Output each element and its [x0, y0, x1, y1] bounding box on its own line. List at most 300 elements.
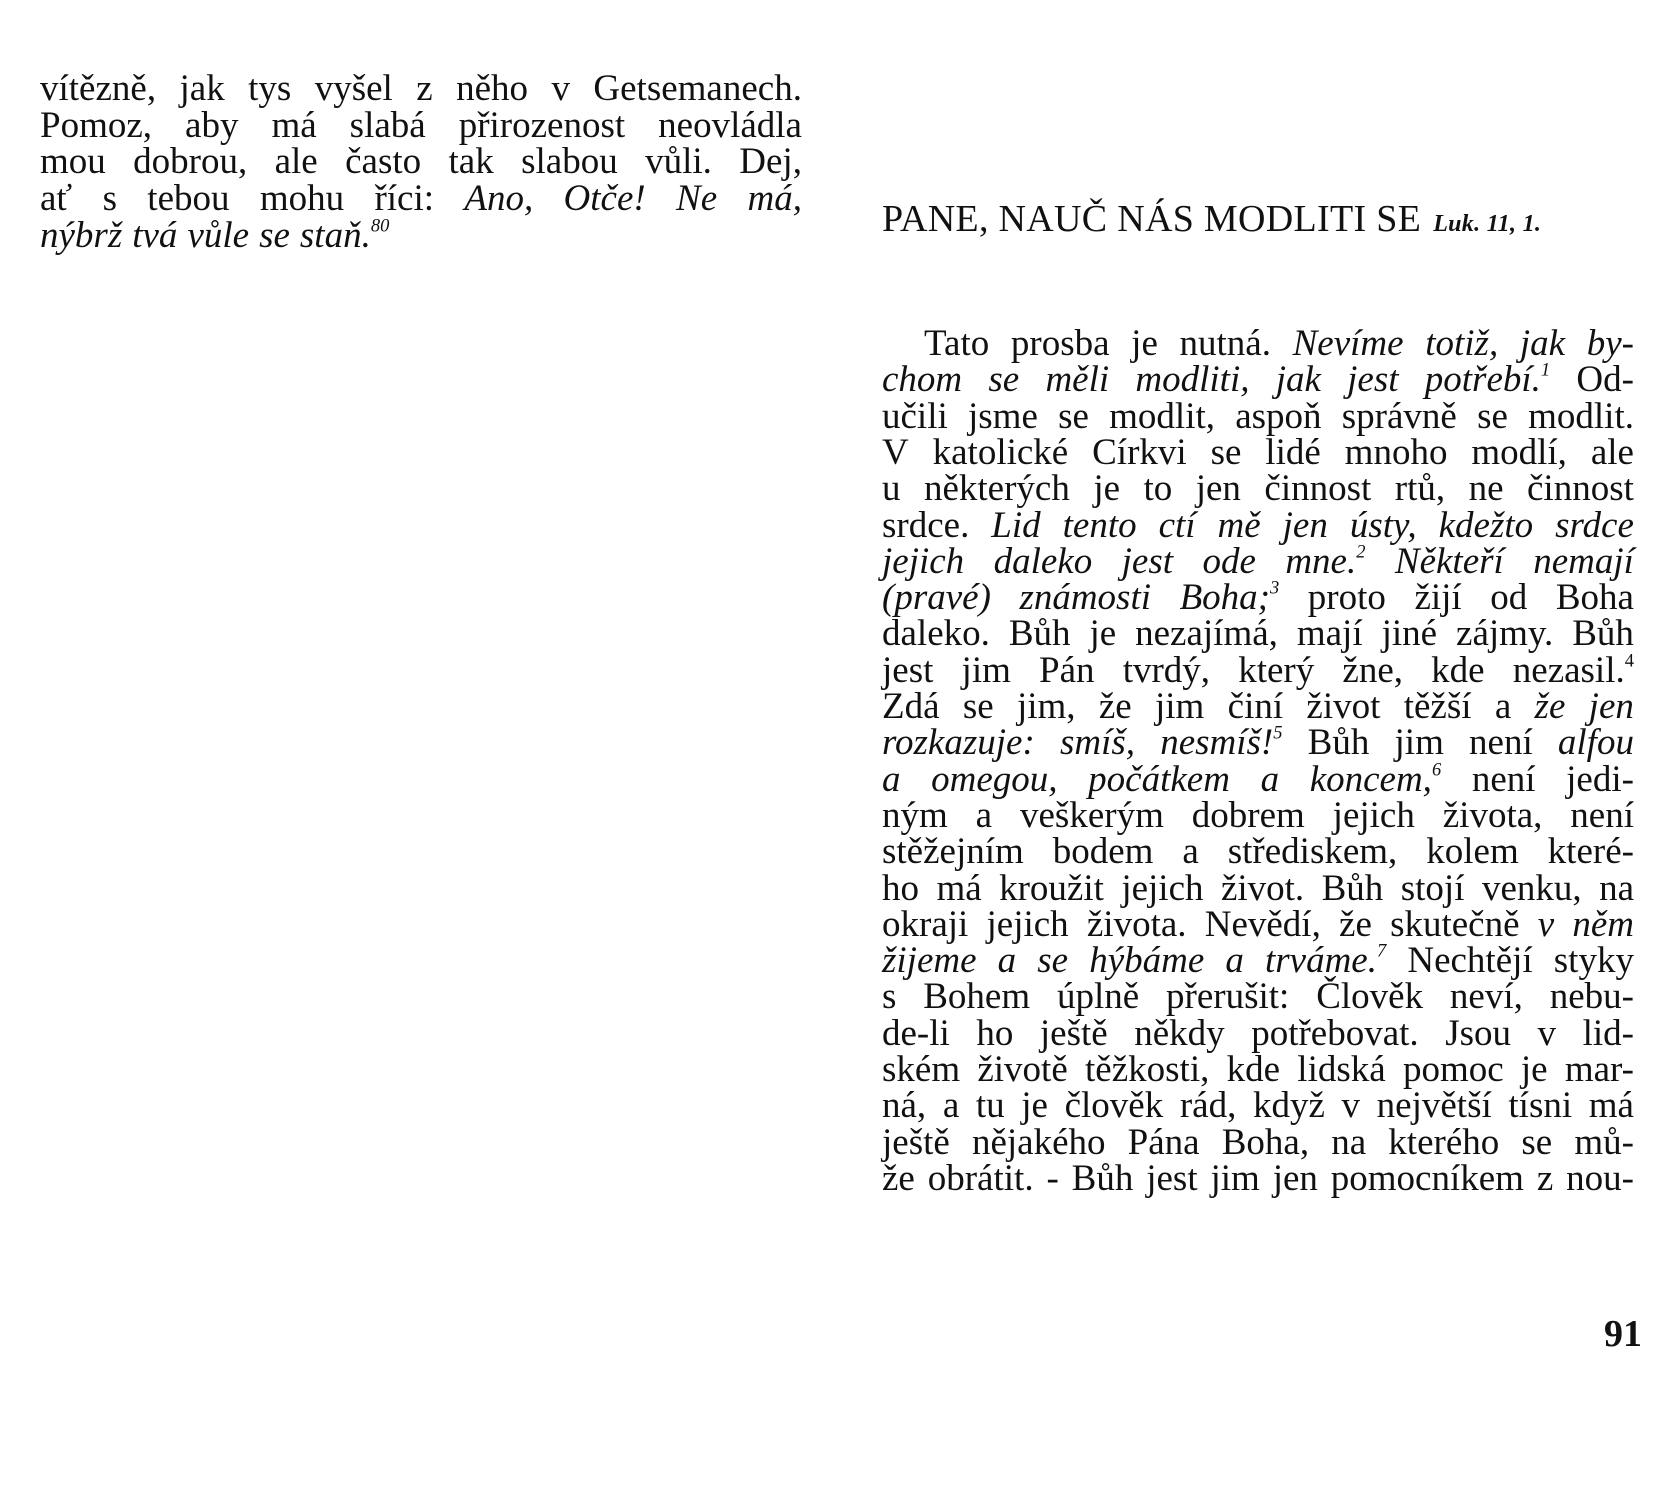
word [1390, 906, 1519, 943]
word-text: Nechtějí [1407, 940, 1533, 981]
word [882, 724, 1035, 761]
word-text: Bůh [1572, 613, 1634, 654]
text-line [882, 761, 1634, 798]
word-text: proto [1307, 577, 1386, 618]
text-line [882, 833, 1634, 870]
word-text: neví, [1449, 976, 1523, 1017]
word-text: tísni [1508, 1085, 1573, 1126]
word [350, 107, 426, 144]
word-text: a [1260, 759, 1280, 800]
word-text: jim [1394, 722, 1444, 763]
word-text: je [1093, 468, 1121, 509]
word-text: jim [1210, 1158, 1260, 1199]
word [248, 70, 291, 107]
word [1339, 906, 1372, 943]
word-text: mou [40, 141, 106, 182]
word-text: něho [456, 68, 529, 109]
word [1404, 688, 1472, 725]
word [943, 1087, 959, 1124]
word-text: zájmy. [1456, 613, 1554, 654]
word-text: jak [179, 68, 225, 109]
word-text: není [1469, 722, 1533, 763]
word-text: smíš, [1059, 722, 1136, 763]
word-text: že [882, 1158, 915, 1199]
word [1520, 325, 1565, 362]
word-text: jen [1588, 686, 1634, 727]
word-text: obrátit. [927, 1158, 1034, 1199]
word-text: jen [1195, 468, 1241, 509]
word-text: Boha [1555, 577, 1634, 618]
word-text: jak [1275, 359, 1321, 400]
word-text: potřebovat. [1251, 1013, 1419, 1054]
word [924, 470, 1070, 507]
word-text: Nevědí, [1204, 904, 1321, 945]
word-text: jak [1519, 323, 1566, 364]
word [1046, 1160, 1058, 1197]
word-text: to [1143, 468, 1173, 509]
word-text: jejich [882, 541, 965, 582]
word-text: by- [1586, 323, 1634, 364]
word-text: že [1098, 686, 1132, 727]
word [977, 1051, 1067, 1088]
text-line [882, 652, 1634, 689]
word-text: ském [882, 1049, 961, 1090]
word [976, 1087, 1005, 1124]
word [1089, 942, 1204, 979]
text-line [882, 978, 1634, 1015]
word-text: ne [1468, 468, 1504, 509]
word-text: pomocníkem [1330, 1158, 1524, 1199]
word-text: s [102, 178, 117, 219]
text-line [882, 507, 1634, 544]
word [1414, 579, 1461, 616]
word-text: a [975, 795, 993, 836]
word [1322, 870, 1384, 907]
word-text: ať [40, 178, 73, 219]
word [1011, 325, 1110, 362]
word-text: prosba [1010, 323, 1110, 364]
word-text: vůli. [645, 141, 712, 182]
word-text: kterého [1388, 1122, 1500, 1163]
word [1342, 398, 1457, 435]
word-text: Jsou [1445, 1013, 1512, 1054]
word-text: nějakého [971, 1122, 1106, 1163]
word [1589, 1087, 1634, 1124]
word [1135, 361, 1249, 398]
scripture-reference: Luk. 11, 1. [1433, 211, 1542, 237]
word-text: těžší [1403, 686, 1472, 727]
footnote-marker: 3 [1270, 578, 1280, 599]
word [882, 761, 901, 798]
page-number: 91 [1604, 1313, 1642, 1355]
word-text: stěžejním [882, 831, 1024, 872]
word [1221, 870, 1304, 907]
word [1558, 724, 1634, 761]
word [1572, 615, 1634, 652]
word-text: životě [977, 1049, 1068, 1090]
word-text: učili [882, 396, 948, 437]
word [645, 143, 712, 180]
word [1550, 978, 1634, 1015]
word [1345, 434, 1448, 471]
word [1182, 833, 1198, 870]
word [1521, 1051, 1548, 1088]
word-text: a [1225, 940, 1244, 981]
text-line [40, 70, 802, 107]
word [1210, 1160, 1259, 1197]
word [1072, 1160, 1134, 1197]
text-line [924, 325, 1634, 362]
word-text: jejich [1332, 795, 1415, 836]
word [1342, 1087, 1361, 1124]
word-text: staň. [299, 215, 371, 256]
word-text: který [1238, 650, 1315, 691]
word-text: veškerým [1020, 795, 1164, 836]
word [300, 217, 389, 254]
word [1087, 906, 1187, 943]
word [1587, 325, 1634, 362]
word-text: koncem, [1309, 759, 1432, 800]
word [882, 398, 948, 435]
word [928, 1160, 1034, 1197]
footnote-marker: 1 [1540, 360, 1551, 381]
word [259, 217, 290, 254]
word [1426, 833, 1518, 870]
word-text: přerušit: [1166, 976, 1290, 1017]
word [658, 107, 802, 144]
word [1235, 398, 1321, 435]
word-text: a [1182, 831, 1199, 872]
word-text: ho [882, 868, 919, 909]
word [1456, 615, 1553, 652]
word-text: jen [1282, 505, 1328, 546]
word [521, 143, 618, 180]
word-text: aby [185, 105, 239, 146]
word [1331, 1124, 1366, 1161]
word-text: měli [1045, 359, 1110, 400]
word-text: jejich [1121, 868, 1204, 909]
word-text: nesmíš! [1160, 722, 1274, 763]
word [1554, 942, 1634, 979]
word [1058, 398, 1089, 435]
word [882, 615, 990, 652]
word-text: kde [1226, 1049, 1281, 1090]
word-text: Pomoz, [40, 105, 153, 146]
word [1308, 724, 1370, 761]
text-line [40, 217, 802, 254]
word-text: jsme [967, 396, 1038, 437]
word [1085, 1051, 1209, 1088]
word-text: mar- [1564, 1049, 1634, 1090]
word-text: počátkem [1088, 759, 1230, 800]
text-line [882, 724, 1634, 761]
word-text: žijeme [882, 940, 977, 981]
word [1134, 1015, 1224, 1052]
word [1092, 434, 1187, 471]
word-text: okraji [882, 904, 969, 945]
word [40, 70, 156, 107]
word-text: má [936, 868, 982, 909]
word-text: daleko [993, 541, 1093, 582]
word-text: Bůh [1307, 722, 1370, 763]
word-text: mohu [259, 178, 345, 219]
text-line [882, 797, 1634, 834]
word-text: říci: [374, 178, 435, 219]
word-text: ale [274, 141, 318, 182]
word [1508, 1087, 1572, 1124]
word [1308, 579, 1386, 616]
word-text: je [1021, 1085, 1048, 1126]
word-text: od [1490, 577, 1528, 618]
word [1395, 724, 1444, 761]
word-text: daleko. [882, 613, 990, 654]
word [133, 143, 247, 180]
word-text: Zdá [882, 686, 940, 727]
word-text: jest [1146, 1158, 1198, 1199]
word-text: Getsemanech. [593, 68, 802, 109]
word [1251, 1015, 1418, 1052]
word [1471, 434, 1567, 471]
word [1285, 543, 1365, 580]
word-text: a [882, 759, 901, 800]
word-text: má [1588, 1085, 1634, 1126]
word [1088, 761, 1230, 798]
word [103, 180, 117, 217]
word [1535, 688, 1566, 725]
word [1377, 1087, 1492, 1124]
word [972, 1124, 1106, 1161]
word [1021, 1087, 1048, 1124]
word [271, 107, 316, 144]
word [1283, 507, 1328, 544]
word [1020, 797, 1164, 834]
word [1388, 1124, 1499, 1161]
word-text: vyšel [314, 68, 393, 109]
word [1425, 325, 1498, 362]
word [882, 797, 948, 834]
word [260, 180, 344, 217]
word-text: když [1252, 1085, 1325, 1126]
word [1192, 797, 1305, 834]
word [1599, 870, 1634, 907]
word [1123, 652, 1210, 689]
word [593, 70, 802, 107]
word [1211, 434, 1242, 471]
word-text: je [1131, 323, 1158, 364]
word [449, 143, 494, 180]
word-text: Bůh [1071, 1158, 1134, 1199]
word-text: jiné [1381, 613, 1438, 654]
word [1556, 579, 1634, 616]
word [1093, 470, 1120, 507]
word-text: tebou [147, 178, 230, 219]
word [1347, 361, 1398, 398]
word-text: se [1037, 940, 1069, 981]
word [1143, 470, 1172, 507]
word [1570, 797, 1634, 834]
word-text: de-li [882, 1013, 950, 1054]
word-text: Boha, [1221, 1122, 1310, 1163]
word-text: skutečně [1390, 904, 1520, 945]
word-text: vůle [187, 215, 250, 256]
word [40, 217, 122, 254]
word [882, 470, 901, 507]
word [132, 217, 177, 254]
word [988, 361, 1019, 398]
word [185, 107, 238, 144]
word [1566, 1160, 1634, 1197]
word-text: ještě [1039, 1013, 1108, 1054]
word [1407, 942, 1532, 979]
word [1166, 978, 1289, 1015]
word-text: Boha; [1179, 577, 1270, 618]
word-text: se [1058, 396, 1089, 437]
word [1228, 688, 1283, 725]
word-text: ode [1202, 541, 1256, 582]
word [374, 180, 434, 217]
word-text: správně [1341, 396, 1457, 437]
word [747, 180, 801, 217]
word-text: Ne [676, 178, 718, 219]
word [1538, 906, 1554, 943]
text-line [40, 143, 802, 180]
word-text: jim [1155, 686, 1205, 727]
word [315, 70, 393, 107]
word-text: se [259, 215, 290, 256]
word-text: Tato [924, 323, 990, 364]
word [1065, 1087, 1164, 1124]
word-text: které- [1547, 831, 1634, 872]
word-text: srdce [1555, 505, 1634, 546]
word-text: nou- [1566, 1158, 1634, 1199]
word [1121, 870, 1203, 907]
word [459, 107, 625, 144]
word-text: života. [1086, 904, 1187, 945]
word [1555, 507, 1634, 544]
word [1261, 761, 1280, 798]
footnote-marker: 4 [1624, 651, 1634, 672]
word [1528, 398, 1634, 435]
word [1276, 361, 1321, 398]
word-text: těžkosti, [1085, 1049, 1210, 1090]
word [936, 870, 981, 907]
word-text: ná, [882, 1085, 927, 1126]
word-text: tu [975, 1085, 1005, 1126]
text-line [882, 688, 1634, 725]
word [1316, 978, 1423, 1015]
word-text: střediskem, [1227, 831, 1398, 872]
word-text: kdežto [1438, 505, 1534, 546]
word [345, 143, 421, 180]
word [564, 180, 646, 217]
text-line [882, 1087, 1634, 1124]
word-text: chom [882, 359, 963, 400]
word [882, 833, 1024, 870]
word [676, 180, 717, 217]
word-text: se [1477, 396, 1508, 437]
word [882, 942, 977, 979]
word [1490, 579, 1527, 616]
word [1109, 398, 1215, 435]
word-text: nýbrž [40, 215, 123, 256]
word [1297, 1051, 1385, 1088]
word-text: rtů, [1394, 468, 1446, 509]
word-text: že [1534, 686, 1566, 727]
word-text: ctí [1158, 505, 1196, 546]
word-text: tak [448, 141, 494, 182]
word [1225, 942, 1244, 979]
word-text: trváme. [1264, 940, 1377, 981]
word-text: styky [1553, 940, 1634, 981]
word-text: alfou [1557, 722, 1634, 763]
text-line [882, 1160, 1634, 1197]
word-text: v [1537, 904, 1555, 945]
word [1017, 688, 1076, 725]
footnote-marker: 7 [1376, 941, 1387, 962]
word-text: lidská [1297, 1049, 1386, 1090]
word [1469, 470, 1504, 507]
text-line [882, 1124, 1634, 1161]
word [1477, 398, 1508, 435]
word-text: pomoc [1402, 1049, 1504, 1090]
word-text: kde [1431, 650, 1485, 691]
text-line [882, 870, 1634, 907]
word-text: a [942, 1085, 960, 1126]
word-text: Lid [991, 505, 1041, 546]
word [963, 688, 994, 725]
word-text: vítězně, [40, 68, 157, 109]
word-text: na [1599, 868, 1634, 909]
word-text: žijí [1414, 577, 1462, 618]
word-text: lidé [1265, 432, 1321, 473]
word [882, 1160, 915, 1197]
word-text: potřebí. [1424, 359, 1541, 400]
word-text: v [1341, 1085, 1361, 1126]
word [1342, 652, 1403, 689]
word [1293, 325, 1404, 362]
word [1521, 1124, 1552, 1161]
word [1160, 724, 1282, 761]
word-text: z [1536, 1158, 1554, 1199]
word [1482, 870, 1582, 907]
word-text: nezajímá, [1135, 613, 1278, 654]
word [1403, 1051, 1504, 1088]
word [1202, 543, 1255, 580]
word-text: úplně [1056, 976, 1140, 1017]
word [1053, 833, 1154, 870]
word-text: dobrou, [133, 141, 248, 182]
text-line [882, 470, 1634, 507]
word-text: - [1046, 1158, 1059, 1199]
word [40, 143, 106, 180]
word-text: se [962, 686, 994, 727]
word [1310, 761, 1442, 798]
word [1538, 1015, 1557, 1052]
word-text: Ano, [464, 178, 534, 219]
word [882, 870, 919, 907]
word-text: Člověk [1316, 976, 1424, 1017]
word [1401, 870, 1465, 907]
text-line [882, 906, 1634, 943]
word [1537, 1160, 1553, 1197]
footnote-marker: 6 [1431, 760, 1442, 781]
word [1264, 470, 1371, 507]
word-text: z [416, 68, 433, 109]
word-text: neovládla [658, 105, 802, 146]
word [1205, 906, 1321, 943]
word [1395, 543, 1504, 580]
word-text: u [882, 468, 901, 509]
